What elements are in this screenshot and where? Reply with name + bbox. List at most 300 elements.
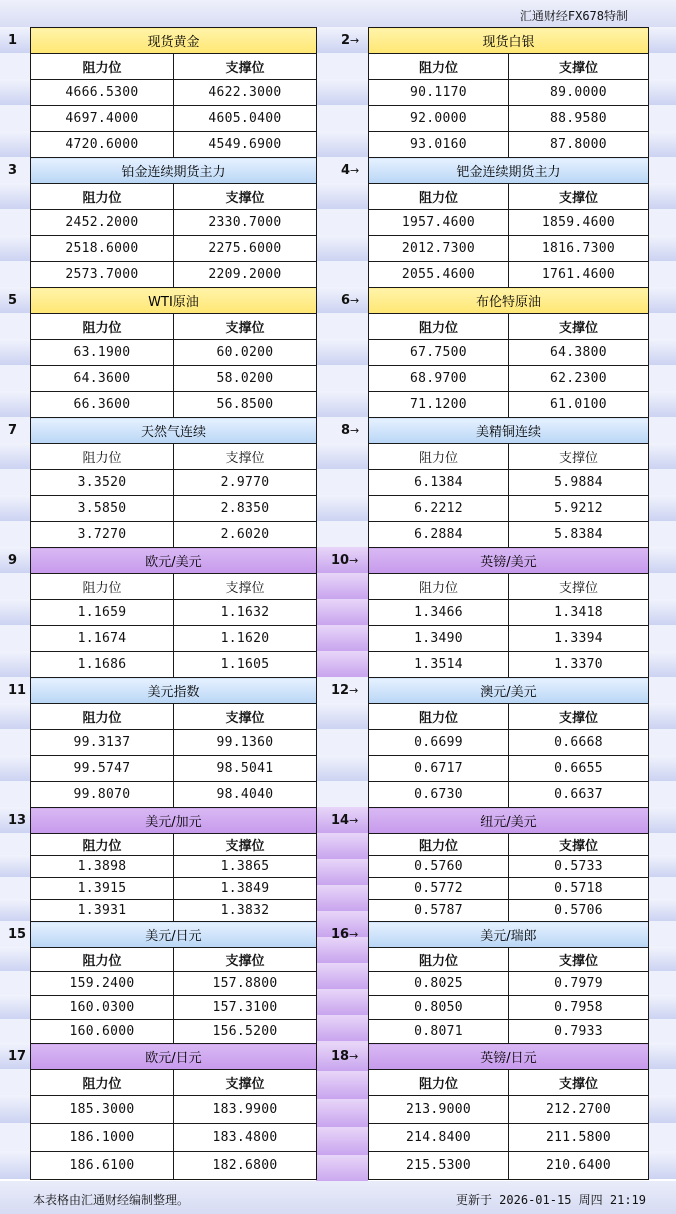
index-number-text: 12: [331, 683, 350, 698]
resistance-value: 64.3600: [31, 366, 174, 392]
level-row: [369, 878, 649, 900]
level-row: [31, 856, 317, 878]
level-row: [369, 1152, 649, 1180]
support-value: 4622.3000: [174, 80, 317, 106]
resistance-value: 0.5787: [369, 900, 509, 922]
resistance-value: 1957.4600: [369, 210, 509, 236]
resistance-value: 1.3490: [369, 626, 509, 652]
support-value: 0.6668: [509, 730, 649, 756]
resistance-value: 6.1384: [369, 470, 509, 496]
resistance-value: 2573.7000: [31, 262, 174, 288]
column-header-row: [31, 184, 317, 210]
level-row: [369, 730, 649, 756]
level-row: [31, 900, 317, 922]
instrument-title-row: [31, 158, 317, 184]
instrument-title-row: [31, 288, 317, 314]
arrow-right-icon: →: [350, 34, 360, 47]
index-number: [8, 553, 17, 568]
level-row: [31, 106, 317, 132]
support-header: 支撑位: [174, 444, 317, 470]
column-header-row: [31, 704, 317, 730]
footer-updated: 更新于 2026-01-15 周四 21:19: [455, 1193, 646, 1207]
support-value: 1.3418: [509, 600, 649, 626]
instrument-title-row: [369, 922, 649, 948]
column-header-row: [369, 314, 649, 340]
support-value: 0.5706: [509, 900, 649, 922]
resistance-value: 0.8071: [369, 1020, 509, 1044]
resistance-value: 4666.5300: [31, 80, 174, 106]
brand-label: 汇通财经FX678特制: [519, 9, 628, 23]
column-header-row: [31, 948, 317, 972]
resistance-value: 66.3600: [31, 392, 174, 418]
resistance-value: 185.3000: [31, 1096, 174, 1124]
support-value: 0.6655: [509, 756, 649, 782]
level-row: [31, 972, 317, 996]
support-header: 支撑位: [174, 948, 317, 972]
level-row: [31, 340, 317, 366]
resistance-value: 186.6100: [31, 1152, 174, 1180]
level-row: [31, 132, 317, 158]
level-row: [31, 392, 317, 418]
resistance-value: 6.2884: [369, 522, 509, 548]
resistance-value: 0.6730: [369, 782, 509, 808]
support-header: 支撑位: [509, 834, 649, 856]
level-row: [31, 522, 317, 548]
level-row: [369, 856, 649, 878]
resistance-value: 0.8025: [369, 972, 509, 996]
instrument-title: 现货黄金: [31, 28, 317, 54]
resistance-value: 2452.2000: [31, 210, 174, 236]
support-value: 1.3832: [174, 900, 317, 922]
level-row: [369, 652, 649, 678]
support-value: 212.2700: [509, 1096, 649, 1124]
resistance-header: 阻力位: [31, 574, 174, 600]
support-value: 60.0200: [174, 340, 317, 366]
instrument-title: 美元/加元: [31, 808, 317, 834]
resistance-value: 2518.6000: [31, 236, 174, 262]
instrument-title-row: [369, 288, 649, 314]
support-header: 支撑位: [174, 704, 317, 730]
resistance-value: 63.1900: [31, 340, 174, 366]
resistance-value: 3.3520: [31, 470, 174, 496]
index-number-text: 13: [8, 813, 27, 828]
index-number: [331, 927, 358, 942]
level-row: [369, 1096, 649, 1124]
support-value: 1.3849: [174, 878, 317, 900]
column-header-row: [369, 574, 649, 600]
resistance-value: 4697.4000: [31, 106, 174, 132]
resistance-value: 0.8050: [369, 996, 509, 1020]
support-value: 56.8500: [174, 392, 317, 418]
index-number: [8, 293, 17, 308]
support-header: 支撑位: [509, 54, 649, 80]
index-number-text: 10: [331, 553, 350, 568]
level-row: [369, 132, 649, 158]
instrument-title-row: [369, 808, 649, 834]
support-value: 98.4040: [174, 782, 317, 808]
support-value: 183.9900: [174, 1096, 317, 1124]
resistance-value: 71.1200: [369, 392, 509, 418]
resistance-header: 阻力位: [31, 54, 174, 80]
support-header: 支撑位: [174, 54, 317, 80]
index-number: [341, 33, 359, 48]
resistance-value: 1.1659: [31, 600, 174, 626]
index-number-text: 16: [331, 927, 350, 942]
instrument-title: 澳元/美元: [369, 678, 649, 704]
level-row: [369, 392, 649, 418]
support-value: 4549.6900: [174, 132, 317, 158]
support-value: 99.1360: [174, 730, 317, 756]
index-number: [8, 927, 26, 942]
level-row: [31, 878, 317, 900]
column-header-row: [31, 574, 317, 600]
arrow-right-icon: →: [349, 814, 359, 827]
instrument-title-row: [31, 418, 317, 444]
instrument-title: 纽元/美元: [369, 808, 649, 834]
instrument-title: 美精铜连续: [369, 418, 649, 444]
resistance-header: 阻力位: [31, 444, 174, 470]
resistance-header: 阻力位: [369, 314, 509, 340]
resistance-value: 4720.6000: [31, 132, 174, 158]
resistance-header: 阻力位: [369, 574, 509, 600]
resistance-value: 159.2400: [31, 972, 174, 996]
column-header-row: [369, 184, 649, 210]
resistance-value: 0.5772: [369, 878, 509, 900]
resistance-header: 阻力位: [369, 834, 509, 856]
resistance-value: 186.1000: [31, 1124, 174, 1152]
support-value: 0.7979: [509, 972, 649, 996]
resistance-value: 99.3137: [31, 730, 174, 756]
support-value: 2275.6000: [174, 236, 317, 262]
support-value: 88.9580: [509, 106, 649, 132]
support-header: 支撑位: [174, 184, 317, 210]
support-value: 1.1632: [174, 600, 317, 626]
level-row: [31, 366, 317, 392]
instrument-title: 英镑/美元: [369, 548, 649, 574]
arrow-right-icon: →: [349, 684, 359, 697]
level-row: [369, 900, 649, 922]
column-header-row: [369, 444, 649, 470]
level-row: [369, 496, 649, 522]
level-row: [369, 626, 649, 652]
column-header-row: [31, 444, 317, 470]
support-value: 210.6400: [509, 1152, 649, 1180]
center-column-band: [316, 807, 368, 1043]
resistance-value: 1.1674: [31, 626, 174, 652]
resistance-value: 213.9000: [369, 1096, 509, 1124]
support-value: 89.0000: [509, 80, 649, 106]
instrument-title: 钯金连续期货主力: [369, 158, 649, 184]
support-value: 1.1605: [174, 652, 317, 678]
support-value: 5.9212: [509, 496, 649, 522]
index-number-text: 2: [341, 33, 351, 48]
instrument-title: 美元指数: [31, 678, 317, 704]
support-value: 0.5718: [509, 878, 649, 900]
resistance-value: 1.3931: [31, 900, 174, 922]
instrument-title-row: [31, 678, 317, 704]
instrument-title-row: [369, 678, 649, 704]
instrument-title-row: [31, 28, 317, 54]
index-number: [341, 423, 359, 438]
index-number: [8, 1049, 26, 1064]
index-number-text: 15: [8, 927, 27, 942]
arrow-right-icon: →: [350, 294, 360, 307]
support-value: 61.0100: [509, 392, 649, 418]
resistance-value: 1.1686: [31, 652, 174, 678]
level-row: [369, 1124, 649, 1152]
resistance-value: 68.9700: [369, 366, 509, 392]
support-value: 2209.2000: [174, 262, 317, 288]
resistance-value: 215.5300: [369, 1152, 509, 1180]
support-header: 支撑位: [174, 1070, 317, 1096]
resistance-value: 1.3466: [369, 600, 509, 626]
footer: [0, 1181, 676, 1214]
resistance-value: 0.6699: [369, 730, 509, 756]
resistance-value: 90.1170: [369, 80, 509, 106]
index-number-text: 18: [331, 1049, 350, 1064]
index-number: [331, 1049, 358, 1064]
index-number-text: 8: [341, 423, 351, 438]
resistance-value: 1.3898: [31, 856, 174, 878]
level-row: [31, 236, 317, 262]
level-row: [31, 210, 317, 236]
column-header-row: [31, 54, 317, 80]
support-header: 支撑位: [509, 704, 649, 730]
level-row: [369, 972, 649, 996]
support-header: 支撑位: [174, 834, 317, 856]
index-number: [8, 813, 26, 828]
left-table: [30, 27, 317, 1180]
instrument-title-row: [31, 808, 317, 834]
index-number: [8, 683, 26, 698]
level-row: [369, 756, 649, 782]
instrument-title: 美元/瑞郎: [369, 922, 649, 948]
index-number-text: 6: [341, 293, 351, 308]
support-value: 182.6800: [174, 1152, 317, 1180]
support-value: 157.8800: [174, 972, 317, 996]
arrow-right-icon: →: [350, 424, 360, 437]
index-number: [8, 423, 17, 438]
support-value: 183.4800: [174, 1124, 317, 1152]
resistance-value: 1.3514: [369, 652, 509, 678]
level-row: [31, 1152, 317, 1180]
resistance-value: 3.5850: [31, 496, 174, 522]
level-row: [369, 80, 649, 106]
resistance-value: 2055.4600: [369, 262, 509, 288]
support-value: 64.3800: [509, 340, 649, 366]
instrument-title-row: [369, 158, 649, 184]
arrow-right-icon: →: [349, 928, 359, 941]
level-row: [31, 1124, 317, 1152]
support-header: 支撑位: [174, 574, 317, 600]
level-row: [369, 470, 649, 496]
support-value: 87.8000: [509, 132, 649, 158]
support-header: 支撑位: [509, 1070, 649, 1096]
level-row: [369, 210, 649, 236]
resistance-value: 214.8400: [369, 1124, 509, 1152]
resistance-value: 0.5760: [369, 856, 509, 878]
level-row: [31, 1096, 317, 1124]
support-value: 2330.7000: [174, 210, 317, 236]
index-number-text: 4: [341, 163, 351, 178]
support-value: 4605.0400: [174, 106, 317, 132]
resistance-value: 160.0300: [31, 996, 174, 1020]
support-value: 1761.4600: [509, 262, 649, 288]
support-value: 58.0200: [174, 366, 317, 392]
arrow-right-icon: →: [350, 164, 360, 177]
level-row: [369, 600, 649, 626]
instrument-title: 天然气连续: [31, 418, 317, 444]
support-value: 2.6020: [174, 522, 317, 548]
index-number-text: 5: [8, 293, 18, 308]
column-header-row: [369, 54, 649, 80]
support-value: 2.9770: [174, 470, 317, 496]
instrument-title-row: [369, 548, 649, 574]
level-row: [31, 80, 317, 106]
level-row: [369, 106, 649, 132]
level-row: [31, 626, 317, 652]
index-number: [341, 163, 359, 178]
instrument-title-row: [31, 1044, 317, 1070]
arrow-right-icon: →: [349, 554, 359, 567]
resistance-value: 3.7270: [31, 522, 174, 548]
resistance-header: 阻力位: [369, 184, 509, 210]
right-table: [368, 27, 649, 1180]
index-number: [8, 33, 17, 48]
resistance-value: 99.5747: [31, 756, 174, 782]
index-number: [331, 553, 358, 568]
support-header: 支撑位: [174, 314, 317, 340]
index-number-text: 9: [8, 553, 18, 568]
arrow-right-icon: →: [349, 1050, 359, 1063]
support-header: 支撑位: [509, 444, 649, 470]
support-value: 157.3100: [174, 996, 317, 1020]
instrument-title: 英镑/日元: [369, 1044, 649, 1070]
column-header-row: [31, 1070, 317, 1096]
support-value: 211.5800: [509, 1124, 649, 1152]
support-header: 支撑位: [509, 948, 649, 972]
support-value: 5.8384: [509, 522, 649, 548]
resistance-header: 阻力位: [369, 704, 509, 730]
resistance-header: 阻力位: [31, 704, 174, 730]
level-row: [369, 262, 649, 288]
support-header: 支撑位: [509, 574, 649, 600]
support-value: 2.8350: [174, 496, 317, 522]
instrument-title: 美元/日元: [31, 922, 317, 948]
column-header-row: [31, 314, 317, 340]
support-value: 98.5041: [174, 756, 317, 782]
column-header-row: [369, 834, 649, 856]
index-number: [8, 163, 17, 178]
column-header-row: [31, 834, 317, 856]
resistance-header: 阻力位: [31, 184, 174, 210]
level-row: [31, 496, 317, 522]
level-row: [31, 730, 317, 756]
instrument-title-row: [369, 1044, 649, 1070]
instrument-title-row: [369, 418, 649, 444]
instrument-title: 布伦特原油: [369, 288, 649, 314]
instrument-title: WTI原油: [31, 288, 317, 314]
instrument-title-row: [31, 922, 317, 948]
level-row: [31, 652, 317, 678]
column-header-row: [369, 948, 649, 972]
support-value: 1.3865: [174, 856, 317, 878]
level-row: [31, 782, 317, 808]
level-row: [369, 996, 649, 1020]
resistance-header: 阻力位: [369, 444, 509, 470]
instrument-title-row: [31, 548, 317, 574]
instrument-title-row: [369, 28, 649, 54]
column-header-row: [369, 704, 649, 730]
footer-note: 本表格由汇通财经编制整理。: [33, 1193, 190, 1207]
resistance-value: 1.3915: [31, 878, 174, 900]
resistance-value: 2012.7300: [369, 236, 509, 262]
level-row: [31, 470, 317, 496]
instrument-title: 铂金连续期货主力: [31, 158, 317, 184]
support-header: 支撑位: [509, 314, 649, 340]
resistance-header: 阻力位: [369, 54, 509, 80]
column-header-row: [369, 1070, 649, 1096]
index-number-text: 3: [8, 163, 18, 178]
level-row: [31, 600, 317, 626]
level-row: [369, 366, 649, 392]
resistance-header: 阻力位: [369, 1070, 509, 1096]
resistance-value: 99.8070: [31, 782, 174, 808]
support-value: 0.7958: [509, 996, 649, 1020]
support-value: 156.5200: [174, 1020, 317, 1044]
support-value: 0.7933: [509, 1020, 649, 1044]
index-number-text: 11: [8, 683, 27, 698]
resistance-header: 阻力位: [369, 948, 509, 972]
level-row: [369, 340, 649, 366]
resistance-header: 阻力位: [31, 1070, 174, 1096]
resistance-value: 0.6717: [369, 756, 509, 782]
level-row: [31, 756, 317, 782]
instrument-title: 现货白银: [369, 28, 649, 54]
resistance-value: 6.2212: [369, 496, 509, 522]
support-value: 62.2300: [509, 366, 649, 392]
level-row: [369, 1020, 649, 1044]
support-value: 1.3370: [509, 652, 649, 678]
resistance-header: 阻力位: [31, 834, 174, 856]
index-number-text: 7: [8, 423, 18, 438]
resistance-header: 阻力位: [31, 948, 174, 972]
support-value: 1816.7300: [509, 236, 649, 262]
instrument-title: 欧元/日元: [31, 1044, 317, 1070]
index-number: [341, 293, 359, 308]
resistance-value: 93.0160: [369, 132, 509, 158]
level-row: [31, 996, 317, 1020]
level-row: [369, 236, 649, 262]
support-value: 5.9884: [509, 470, 649, 496]
resistance-value: 67.7500: [369, 340, 509, 366]
support-value: 1859.4600: [509, 210, 649, 236]
index-number: [331, 813, 358, 828]
resistance-value: 160.6000: [31, 1020, 174, 1044]
level-row: [31, 1020, 317, 1044]
level-row: [369, 522, 649, 548]
level-row: [31, 262, 317, 288]
index-number: [331, 683, 358, 698]
support-value: 0.5733: [509, 856, 649, 878]
instrument-title: 欧元/美元: [31, 548, 317, 574]
top-bar: [0, 0, 676, 27]
level-row: [369, 782, 649, 808]
support-value: 1.3394: [509, 626, 649, 652]
support-header: 支撑位: [509, 184, 649, 210]
index-number-text: 14: [331, 813, 350, 828]
support-value: 1.1620: [174, 626, 317, 652]
